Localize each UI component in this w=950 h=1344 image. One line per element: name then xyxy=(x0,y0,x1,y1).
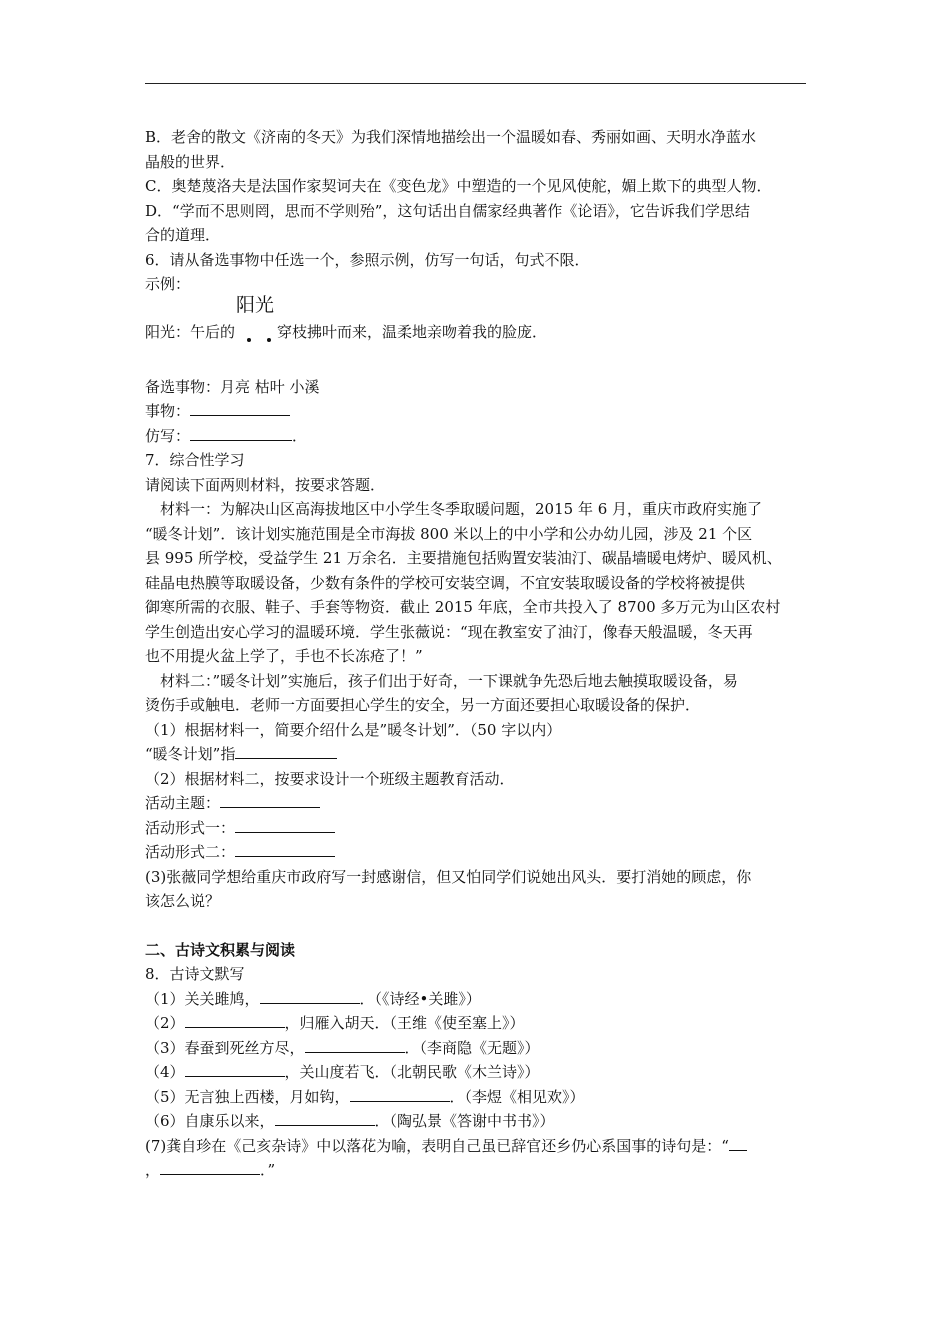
q6-imitate-label: 仿写： xyxy=(145,426,191,445)
q5-option-b-line2: 晶般的世界． xyxy=(145,152,236,171)
q7-material1-line7: 也不用提火盆上学了，手也不长冻疮了！” xyxy=(145,647,423,665)
q7-material1-line4: 硅晶电热膜等取暖设备，少数有条件的学校可安装空调，不宜安装取暖设备的学校将被提供 xyxy=(145,573,746,592)
q7-sub1-answer xyxy=(145,742,810,767)
q5-option-b-line1: B．老舍的散文《济南的冬天》为我们深情地描绘出一个温暖如春、秀丽如画、天明水净蓝水 xyxy=(145,128,757,146)
q7-intro: 请阅读下面两则材料，按要求答题． xyxy=(145,475,386,494)
q5-option-c: C．奥楚蔑洛夫是法国作家契诃夫在《变色龙》中塑造的一个见风使舵，媚上欺下的典型人物． xyxy=(145,177,772,195)
q6-example-sentence xyxy=(145,293,810,351)
q7-sub1: （1）根据材料一，简要介绍什么是”暖冬计划”．（50 字以内） xyxy=(145,720,562,739)
q8-item7-line2: ， ．” xyxy=(145,1158,810,1183)
q6-example-prefix: 阳光：午后的 xyxy=(145,323,236,341)
q8-item: （1）关关雎鸠， ．（《诗经•关雎》） xyxy=(145,987,810,1012)
q7-material2-line1: 材料二：”暖冬计划”实施后，孩子们出于好奇，一下课就争先恐后地去触摸取暖设备，易 xyxy=(160,671,738,690)
q8-blank[interactable] xyxy=(350,1085,450,1102)
q7-form2-blank[interactable] xyxy=(235,840,335,857)
q7-theme-blank[interactable] xyxy=(220,791,320,808)
q8-blank[interactable] xyxy=(260,987,360,1004)
q8-blank[interactable] xyxy=(160,1158,260,1175)
q7-material1-line1: 材料一：为解决山区高海拔地区中小学生冬季取暖问题，2015 年 6 月，重庆市政府实施了 xyxy=(160,500,763,518)
q7-sub2: （2）根据材料二，按要求设计一个班级主题教育活动． xyxy=(145,769,515,788)
q8-blank[interactable] xyxy=(185,1060,285,1077)
q8-item: （5）无言独上西楼，月如钩， ．（李煜《相见欢》） xyxy=(145,1085,810,1110)
q6-example-ruby-text: 阳光 xyxy=(236,293,275,316)
q6-thing-line xyxy=(145,399,810,424)
document-page xyxy=(145,125,810,1183)
q7-sub3-line2: 该怎么说？ xyxy=(145,892,221,910)
emphasis-dot xyxy=(267,338,271,342)
q7-sub1-answer-label: “暖冬计划”指 xyxy=(145,745,236,763)
q7-form1-label: 活动形式一： xyxy=(145,818,236,837)
q6-imitate-blank[interactable] xyxy=(190,424,292,441)
q8-blank[interactable] xyxy=(305,1036,405,1053)
q6-example-ruby xyxy=(235,293,277,345)
q7-theme-label: 活动主题： xyxy=(145,794,221,812)
q6-thing-blank[interactable] xyxy=(190,399,290,416)
q6-stem: 6．请从备选事物中任选一个，参照示例，仿写一句话，句式不限． xyxy=(145,250,590,269)
q7-sub1-blank[interactable] xyxy=(235,742,337,759)
q8-item: （4） ，关山度若飞．（北朝民歌《木兰诗》） xyxy=(145,1060,810,1085)
q8-item7-line1: (7)龚自珍在《己亥杂诗》中以落花为喻，表明自己虽已辞官还乡仍心系国事的诗句是：“ xyxy=(145,1134,810,1159)
header-rule xyxy=(145,83,806,84)
section2-heading: 二、古诗文积累与阅读 xyxy=(145,940,296,959)
q8-title: 8．古诗文默写 xyxy=(145,965,245,983)
q7-form2-line xyxy=(145,840,810,865)
q6-example-suffix: 穿枝拂叶而来，温柔地亲吻着我的脸庞． xyxy=(277,323,548,341)
emphasis-dot xyxy=(247,338,251,342)
q7-title: 7．综合性学习 xyxy=(145,451,245,469)
q7-form2-label: 活动形式二： xyxy=(145,843,236,861)
q8-blank[interactable] xyxy=(729,1134,747,1151)
q8-blank[interactable] xyxy=(185,1011,285,1028)
q7-material1-line6: 学生创造出安心学习的温暖环境．学生张薇说：“现在教室安了油汀，像春天般温暖，冬天再 xyxy=(145,622,753,641)
q7-form1-line xyxy=(145,816,810,841)
q7-sub3-line1: (3)张薇同学想给重庆市政府写一封感谢信，但又怕同学们说她出风头．要打消她的顾虑，你 xyxy=(145,867,752,886)
q7-material1-line5: 御寒所需的衣服、鞋子、手套等物资．截止 2015 年底，全市共投入了 8700 多万元为山区农村 xyxy=(145,598,781,616)
q8-item: （3）春蚕到死丝方尽， ．（李商隐《无题》） xyxy=(145,1036,810,1061)
q8-item: （2） ，归雁入胡天．（王维《使至塞上》） xyxy=(145,1011,810,1036)
q7-theme-line xyxy=(145,791,810,816)
q6-options: 备选事物：月亮 枯叶 小溪 xyxy=(145,377,320,396)
q7-material1-line2: “暖冬计划”．该计划实施范围是全市海拔 800 米以上的中小学和公办幼儿园，涉及 21 个区 xyxy=(145,524,753,543)
q6-imitate-line xyxy=(145,424,810,449)
q7-material2-line2: 烫伤手或触电．老师一方面要担心学生的安全，另一方面还要担心取暖设备的保护． xyxy=(145,696,701,714)
q5-option-d-line2: 合的道理． xyxy=(145,226,221,244)
q6-example-label: 示例： xyxy=(145,275,191,293)
q5-option-d-line1: D．“学而不思则罔，思而不学则殆”，这句话出自儒家经典著作《论语》，它告诉我们学思结 xyxy=(145,201,750,220)
q6-imitate-period: ． xyxy=(292,426,308,445)
q8-blank[interactable] xyxy=(275,1109,375,1126)
q7-material1-line3: 县 995 所学校，受益学生 21 万余名．主要措施包括购置安装油汀、碳晶墙暖电烤炉、暖风机、 xyxy=(145,549,782,567)
q7-form1-blank[interactable] xyxy=(235,816,335,833)
q8-item: （6）自康乐以来， ．（陶弘景《答谢中书书》） xyxy=(145,1109,810,1134)
q6-thing-label: 事物： xyxy=(145,402,191,420)
